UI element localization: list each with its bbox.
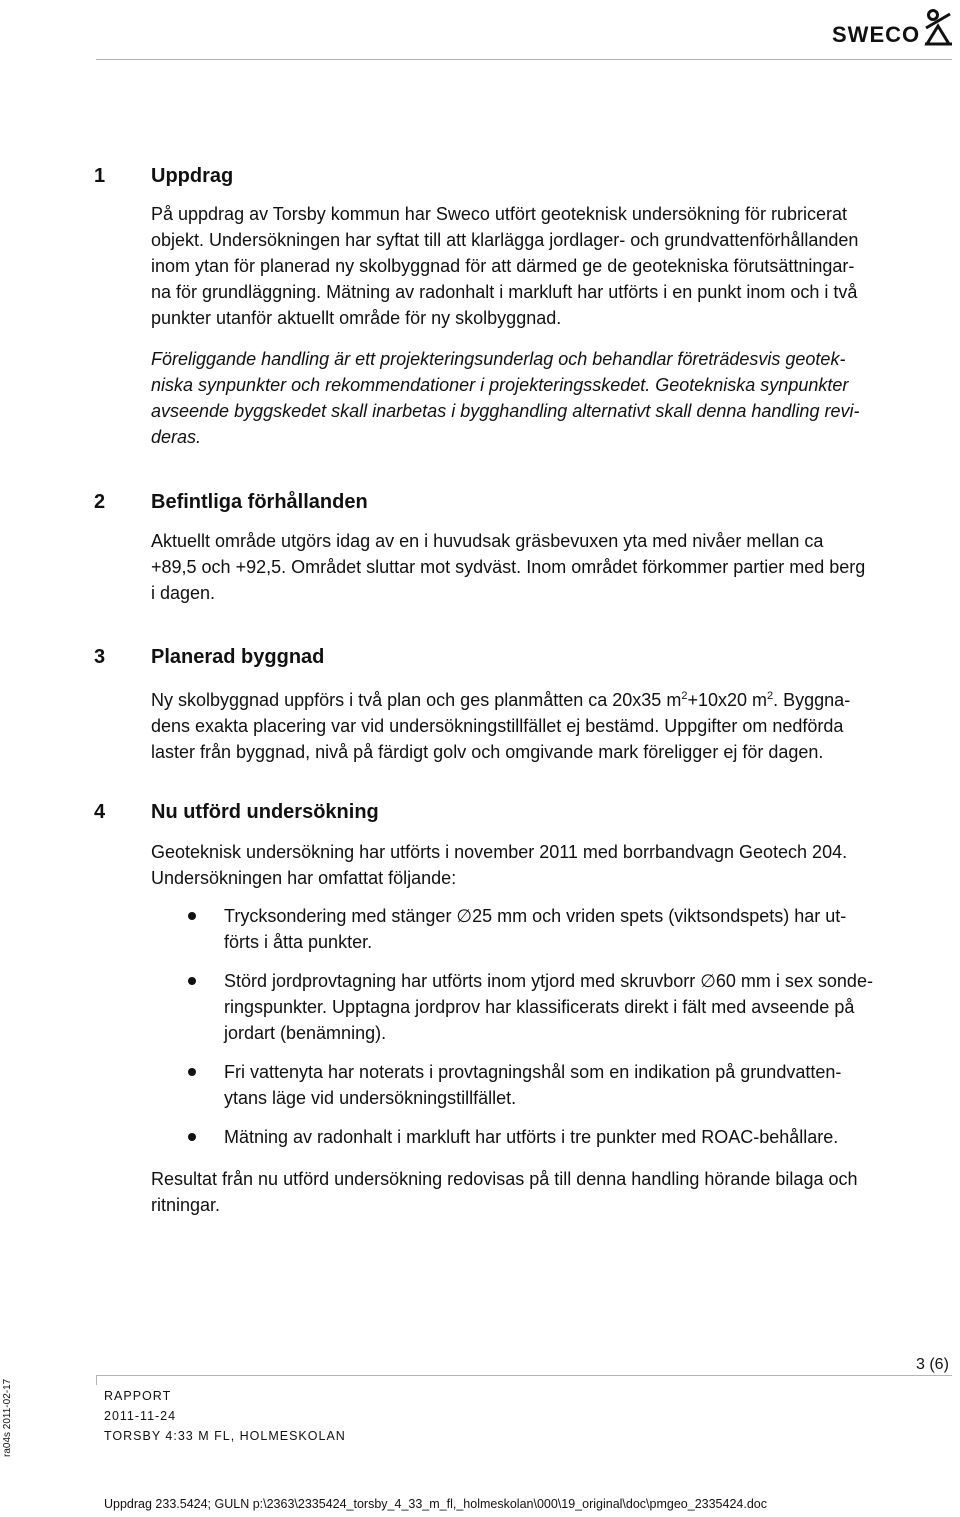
text-line: ringspunkter. Upptagna jordprov har klassificerats direkt i fält med avseende på [224, 997, 855, 1017]
text-line: Störd jordprovtagning har utförts inom ytjord med skruvborr ∅60 mm i sex sonde- [224, 971, 873, 991]
text-line: jordart (benämning). [224, 1023, 387, 1043]
text-line: +89,5 och +92,5. Området sluttar mot sydväst. Inom området förkommer partier med berg [151, 557, 866, 577]
paragraph [151, 528, 951, 606]
text-line: ritningar. [151, 1195, 221, 1215]
footer-rule [96, 1375, 952, 1376]
text-line: objekt. Undersökningen har syftat till att klarlägga jordlager- och grundvattenförhållanden [151, 230, 859, 250]
text-line: na för grundläggning. Mätning av radonhalt i markluft har utförts i en punkt inom och i två [151, 282, 858, 302]
text-part: +10x20 m [687, 690, 768, 710]
paragraph [151, 683, 951, 765]
section-title: Planerad byggnad [151, 646, 325, 668]
sweco-mark-icon [922, 8, 954, 46]
footer-info [104, 1386, 346, 1446]
footer-date: 2011-11-24 [104, 1409, 177, 1423]
text-line [151, 683, 951, 713]
superscript: 2 [767, 690, 774, 702]
text-line: Aktuellt område utgörs idag av en i huvudsak gräsbevuxen yta med nivåer mellan ca [151, 531, 824, 551]
section-number: 3 [94, 646, 106, 668]
paragraph [151, 1166, 951, 1218]
list-item [151, 968, 951, 1046]
section-heading [94, 164, 233, 188]
text-line: i dagen. [151, 583, 216, 603]
text-line: deras. [151, 427, 202, 447]
superscript: 2 [681, 690, 688, 702]
italic-paragraph [151, 346, 951, 450]
text-line: Undersökningen har omfattat följande: [151, 868, 457, 888]
text-line: punkter utanför aktuellt område för ny skolbyggnad. [151, 308, 562, 328]
bullet-icon [188, 1133, 196, 1141]
bullet-icon [188, 977, 196, 985]
text-line: Fri vattenyta har noterats i provtagningshål som en indikation på grundvatten- [224, 1062, 842, 1082]
text-line: Trycksondering med stänger ∅25 mm och vriden spets (viktsondspets) har ut- [224, 906, 847, 926]
section-number: 1 [94, 165, 106, 187]
text-line: Geoteknisk undersökning har utförts i november 2011 med borrbandvagn Geotech 204. [151, 842, 848, 862]
text-line: Mätning av radonhalt i markluft har utförts i tre punkter med ROAC-behållare. [224, 1127, 839, 1147]
text-line: dens exakta placering var vid undersökningstillfället ej bestämd. Uppgifter om nedförda [151, 716, 844, 736]
paragraph [151, 839, 951, 891]
header-rule [96, 59, 952, 60]
section-title: Befintliga förhållanden [151, 491, 368, 513]
list-item [151, 1059, 951, 1111]
section-number: 2 [94, 491, 106, 513]
section-heading [94, 490, 368, 514]
side-code: ra04s 2011-02-17 [2, 1378, 13, 1457]
bullet-list [151, 903, 951, 1163]
section-title: Nu utförd undersökning [151, 801, 379, 823]
bullet-icon [188, 912, 196, 920]
text-line: Föreliggande handling är ett projekteringsunderlag och behandlar företrädesvis geotek- [151, 349, 846, 369]
text-line: ytans läge vid undersökningstillfället. [224, 1088, 517, 1108]
text-line: niska synpunkter och rekommendationer i projekteringsskedet. Geotekniska synpunkter [151, 375, 849, 395]
section-number: 4 [94, 801, 106, 823]
text-line: inom ytan för planerad ny skolbyggnad för att därmed ge de geotekniska förutsättningar- [151, 256, 855, 276]
text-line: avseende byggskedet skall inarbetas i bygghandling alternativt skall denna handling revi- [151, 401, 860, 421]
footer-project: TORSBY 4:33 M FL, HOLMESKOLAN [104, 1429, 346, 1443]
text-line: förts i åtta punkter. [224, 932, 373, 952]
footer-file-path: Uppdrag 233.5424; GULN p:\2363\2335424_torsby_4_33_m_fl,_holmeskolan\000\19_original\doc\pmgeo_2335424.doc [104, 1497, 767, 1511]
text-line: Resultat från nu utförd undersökning redovisas på till denna handling hörande bilaga och [151, 1169, 858, 1189]
text-line: På uppdrag av Torsby kommun har Sweco utfört geoteknisk undersökning för rubricerat [151, 204, 848, 224]
section-heading [94, 800, 379, 824]
bullet-icon [188, 1068, 196, 1076]
logo-text: SWECO [832, 22, 921, 47]
text-part: . Byggna- [773, 690, 851, 710]
section-heading [94, 645, 324, 669]
section-title: Uppdrag [151, 165, 234, 187]
paragraph [151, 201, 951, 331]
footer-doc-type: RAPPORT [104, 1389, 172, 1403]
sweco-logo [832, 8, 956, 48]
footer-rule-tick [96, 1375, 97, 1385]
page-number: 3 (6) [916, 1356, 949, 1373]
text-part: Ny skolbyggnad uppförs i två plan och ges planmåtten ca 20x35 m [151, 690, 682, 710]
list-item [151, 1124, 951, 1150]
list-item [151, 903, 951, 955]
text-line: laster från byggnad, nivå på färdigt golv och omgivande mark föreligger ej för dagen. [151, 742, 824, 762]
